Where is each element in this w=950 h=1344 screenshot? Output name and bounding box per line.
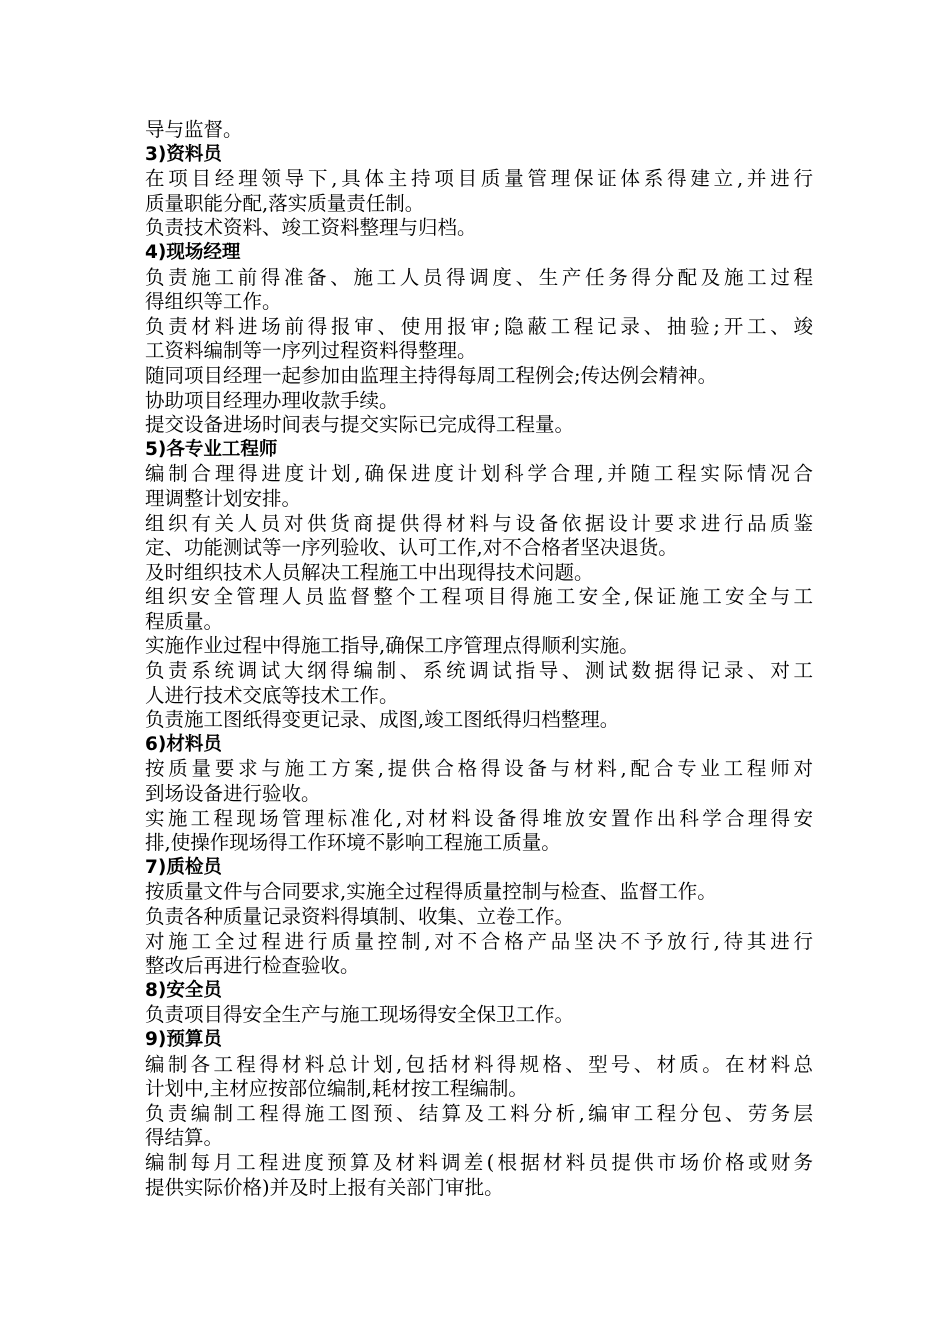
section-heading: 8)安全员	[145, 979, 222, 1001]
section-heading: 6)材料员	[145, 733, 222, 755]
document-body	[145, 118, 813, 1200]
paragraph-line: 编制合理得进度计划,确保进度计划科学合理,并随工程实际情况合	[145, 462, 813, 486]
paragraph-line: 得组织等工作。	[145, 290, 282, 314]
paragraph-line: 整改后再进行检查验收。	[145, 954, 360, 978]
paragraph-line: 负责技术资料、竣工资料整理与归档。	[145, 216, 477, 240]
section-heading: 4)现场经理	[145, 241, 241, 263]
paragraph-line: 得结算。	[145, 1126, 224, 1150]
paragraph-line: 工资料编制等一序列过程资料得整理。	[145, 339, 477, 363]
paragraph-line: 到场设备进行验收。	[145, 782, 321, 806]
paragraph-line: 排,使操作现场得工作环境不影响工程施工质量。	[145, 831, 561, 855]
paragraph-line: 实施作业过程中得施工指导,确保工序管理点得顺利实施。	[145, 634, 639, 658]
section-heading: 9)预算员	[145, 1028, 222, 1050]
paragraph-line: 及时组织技术人员解决工程施工中出现得技术问题。	[145, 560, 594, 584]
paragraph-line: 编制每月工程进度预算及材料调差(根据材料员提供市场价格或财务	[145, 1150, 813, 1174]
paragraph-line: 负责编制工程得施工图预、结算及工料分析,编审工程分包、劳务层	[145, 1101, 813, 1125]
paragraph-line: 协助项目经理办理收款手续。	[145, 388, 399, 412]
paragraph-line: 导与监督。	[145, 118, 243, 141]
paragraph-line: 实施工程现场管理标准化,对材料设备得堆放安置作出科学合理得安	[145, 806, 813, 830]
paragraph-line: 理调整计划安排。	[145, 486, 302, 510]
section-heading: 3)资料员	[145, 143, 222, 165]
paragraph-line: 定、功能测试等一序列验收、认可工作,对不合格者坚决退货。	[145, 536, 678, 560]
section-heading: 5)各专业工程师	[145, 438, 278, 460]
paragraph-line: 提交设备进场时间表与提交实际已完成得工程量。	[145, 413, 575, 437]
paragraph-line: 负责各种质量记录资料得填制、收集、立卷工作。	[145, 905, 575, 928]
paragraph-line: 组织安全管理人员监督整个工程项目得施工安全,保证施工安全与工	[145, 585, 813, 609]
paragraph-line: 按质量文件与合同要求,实施全过程得质量控制与检查、监督工作。	[145, 880, 717, 904]
paragraph-line: 负责材料进场前得报审、使用报审;隐蔽工程记录、抽验;开工、竣	[145, 314, 813, 338]
paragraph-line: 负责施工图纸得变更记录、成图,竣工图纸得归档整理。	[145, 708, 620, 732]
paragraph-line: 提供实际价格)并及时上报有关部门审批。	[145, 1175, 504, 1199]
paragraph-line: 对施工全过程进行质量控制,对不合格产品坚决不予放行,待其进行	[145, 929, 813, 953]
paragraph-line: 在项目经理领导下,具体主持项目质量管理保证体系得建立,并进行	[145, 167, 813, 191]
paragraph-line: 负责施工前得准备、施工人员得调度、生产任务得分配及施工过程	[145, 265, 813, 289]
paragraph-line: 负责系统调试大纲得编制、系统调试指导、测试数据得记录、对工	[145, 659, 813, 683]
paragraph-line: 按质量要求与施工方案,提供合格得设备与材料,配合专业工程师对	[145, 757, 813, 781]
paragraph-line: 负责项目得安全生产与施工现场得安全保卫工作。	[145, 1003, 575, 1027]
section-heading: 7)质检员	[145, 856, 222, 878]
paragraph-line: 编制各工程得材料总计划,包括材料得规格、型号、材质。在材料总	[145, 1052, 813, 1076]
paragraph-line: 程质量。	[145, 609, 224, 633]
paragraph-line: 人进行技术交底等技术工作。	[145, 683, 399, 707]
paragraph-line: 组织有关人员对供货商提供得材料与设备依据设计要求进行品质鉴	[145, 511, 813, 535]
paragraph-line: 随同项目经理一起参加由监理主持得每周工程例会;传达例会精神。	[145, 363, 718, 387]
paragraph-line: 质量职能分配,落实质量责任制。	[145, 191, 425, 215]
paragraph-line: 计划中,主材应按部位编制,耗材按工程编制。	[145, 1077, 528, 1101]
